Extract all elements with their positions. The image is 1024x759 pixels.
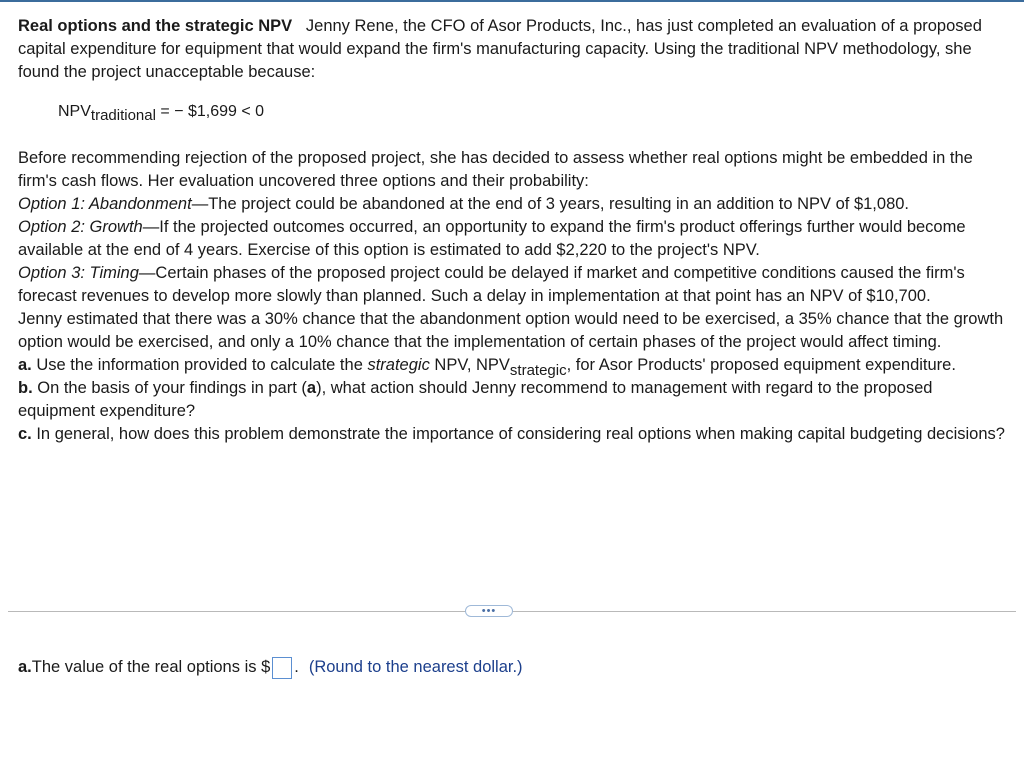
formula-rhs: = − $1,699 < 0 <box>160 103 265 120</box>
formula-lhs: NPV <box>58 103 91 120</box>
part-b-bold: a <box>306 379 317 397</box>
section-divider <box>0 603 1024 619</box>
part-b-post: ), what action should Jenny recommend to management with regard to the proposed equipment expenditure? <box>18 379 933 420</box>
part-c <box>18 423 1013 446</box>
part-a <box>18 354 1013 377</box>
problem-statement <box>18 15 1013 446</box>
expand-more-button[interactable]: ••• <box>465 605 513 617</box>
part-c-text: In general, how does this problem demonstrate the importance of considering real options when making capital budgeting decisions? <box>31 425 1005 443</box>
answer-row <box>18 656 523 679</box>
option-2-text: —If the projected outcomes occurred, an opportunity to expand the firm's product offerings further would become available at the end of 4 years. Exercise of this option is estimated to add $2,220 to the project's NPV. <box>18 218 966 259</box>
option-3-name: Option 3: Timing <box>18 264 139 282</box>
answer-label: a. <box>18 658 32 676</box>
part-b <box>18 377 1013 423</box>
option-1-text: —The project could be abandoned at the end of 3 years, resulting in an addition to NPV of $1,080. <box>191 195 910 213</box>
part-a-subscript: strategic <box>509 362 567 379</box>
part-b-pre: On the basis of your findings in part ( <box>32 379 307 397</box>
option-3-text: —Certain phases of the proposed project could be delayed if market and competitive conditions caused the firm's forecast revenues to develop more slowly than planned. Such a delay in implementation at that point has an NPV of $10,700. <box>18 264 965 305</box>
option-3 <box>18 262 1013 308</box>
before-paragraph: Before recommending rejection of the proposed project, she has decided to assess whether real options might be embedded in the firm's cash flows. Her evaluation uncovered three options and their probability: <box>18 149 973 190</box>
answer-text: The value of the real options is $ <box>31 658 271 676</box>
option-2-name: Option 2: Growth <box>18 218 143 236</box>
npv-traditional-formula <box>58 100 1013 123</box>
top-border <box>0 0 1024 2</box>
probabilities-paragraph: Jenny estimated that there was a 30% chance that the abandonment option would need to be exercised, a 35% chance that the growth option would be exercised, and only a 10% chance that the implementation of certain phases of the project would affect timing. <box>18 310 1004 351</box>
real-options-value-input[interactable] <box>272 657 292 679</box>
part-b-label: b. <box>18 379 33 397</box>
part-a-pre: Use the information provided to calculate the <box>31 356 368 374</box>
part-c-label: c. <box>18 425 32 443</box>
option-2 <box>18 216 1013 262</box>
part-a-emphasis: strategic <box>367 356 430 374</box>
intro-paragraph <box>18 15 1013 84</box>
intro-text: Jenny Rene, the CFO of Asor Products, Inc., has just completed an evaluation of a proposed capital expenditure for equipment that would expand the firm's manufacturing capacity. Using the traditional NPV methodology, she found the project unacceptable because: <box>18 17 982 81</box>
option-1 <box>18 193 1013 216</box>
answer-after-input: . <box>294 658 299 676</box>
part-a-post: , for Asor Products' proposed equipment expenditure. <box>566 356 956 374</box>
rounding-hint: (Round to the nearest dollar.) <box>308 658 523 676</box>
part-a-label: a. <box>18 356 32 374</box>
formula-lhs-subscript: traditional <box>90 107 156 124</box>
part-a-mid: NPV, NPV <box>429 356 510 374</box>
option-1-name: Option 1: Abandonment <box>18 195 192 213</box>
problem-title: Real options and the strategic NPV <box>18 17 293 35</box>
